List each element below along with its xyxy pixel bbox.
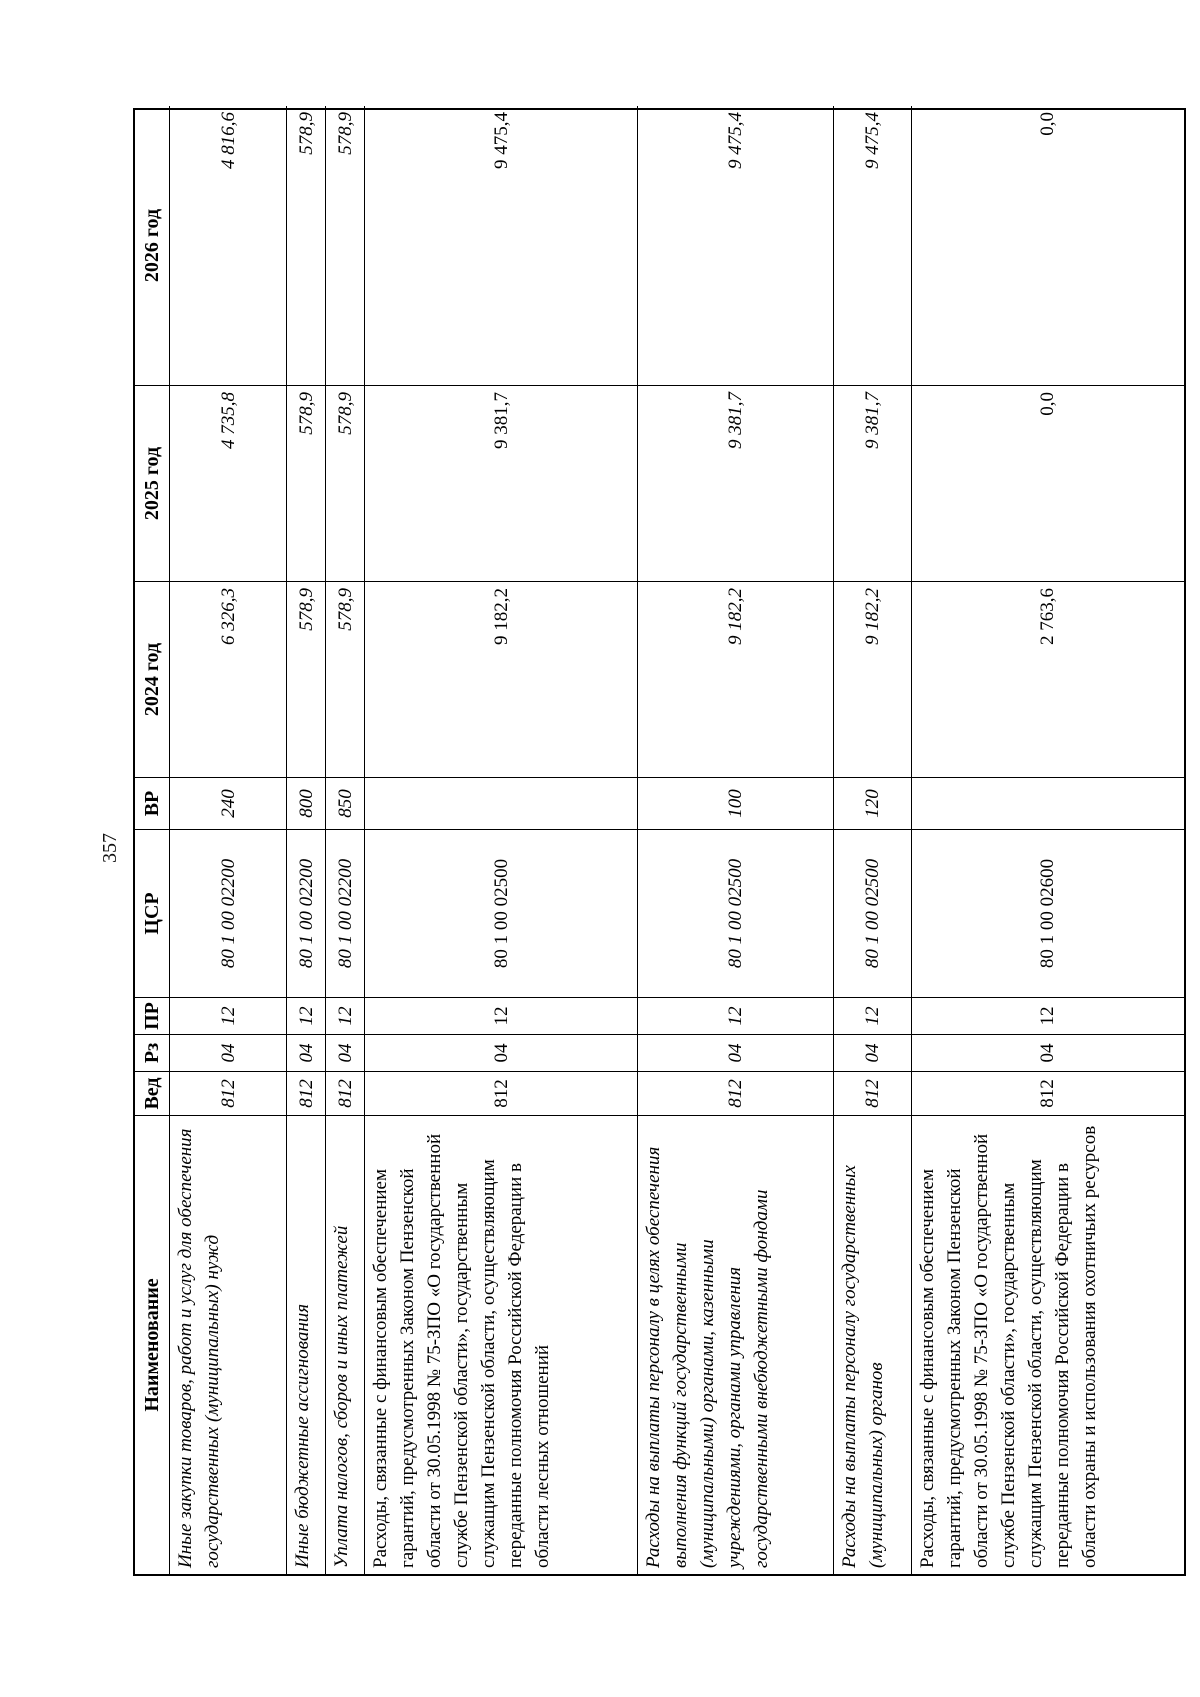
table-cell: 800 — [287, 778, 325, 830]
table-row — [364, 106, 637, 1574]
table-cell: 04 — [638, 1035, 832, 1072]
table-cell: 9 182,2 — [365, 582, 637, 778]
budget-table — [133, 108, 1186, 1576]
table-cell: 100 — [638, 778, 832, 830]
table-cell: 04 — [365, 1035, 637, 1072]
table-cell — [912, 778, 1184, 830]
table-cell: 578,9 — [287, 386, 325, 582]
column-header: 2025 год — [135, 386, 169, 582]
table-cell: 80 1 00 02200 — [326, 830, 364, 998]
table-row — [911, 106, 1184, 1574]
table-cell — [365, 778, 637, 830]
table-cell: 12 — [287, 998, 325, 1035]
table-cell: 04 — [912, 1035, 1184, 1072]
row-name-cell: Иные закупки товаров, работ и услуг для обеспечения государственных (муниципальных) нужд — [175, 1128, 223, 1568]
table-cell: 4 735,8 — [170, 386, 286, 582]
page-number: 357 — [98, 833, 121, 863]
table-cell: 80 1 00 02500 — [365, 830, 637, 998]
table-cell: 578,9 — [326, 582, 364, 778]
table-cell: 12 — [365, 998, 637, 1035]
table-cell: 9 381,7 — [365, 386, 637, 582]
row-name-cell: Расходы, связанные с финансовым обеспечением гарантий, предусмотренных Законом Пензенской области от 30.05.1998 № 75-ЗПО «О государственной службе Пензенской области», государственным служащим Пензенской области, осуществляющим переданные полномочия Российской Федерации в области лесных отношений — [370, 1133, 554, 1568]
table-cell: 80 1 00 02500 — [834, 830, 911, 998]
table-row — [286, 106, 325, 1574]
table-cell: 04 — [170, 1035, 286, 1072]
column-header: Вед — [135, 1072, 169, 1116]
row-name-cell: Расходы на выплаты персоналу государственных (муниципальных) органов — [838, 1165, 887, 1568]
table-cell: 12 — [170, 998, 286, 1035]
table-cell: 578,9 — [326, 386, 364, 582]
table-cell: 04 — [834, 1035, 911, 1072]
table-cell: 850 — [326, 778, 364, 830]
table-cell: 120 — [834, 778, 911, 830]
column-header: ВР — [135, 778, 169, 830]
column-header: ПР — [135, 998, 169, 1035]
row-name-cell: Иные бюджетные ассигнования — [292, 1303, 314, 1568]
table-cell: 812 — [365, 1072, 637, 1116]
row-name-cell: Расходы, связанные с финансовым обеспечением гарантий, предусмотренных Законом Пензенской области от 30.05.1998 № 75-ЗПО «О государственной службе Пензенской области», государственным служащим Пензенской области, осуществляющим переданные полномочия Российской Федерации в области охраны и использования охотничьих ресурсов — [916, 1125, 1100, 1568]
table-row — [325, 106, 364, 1574]
column-header: Наименование — [140, 1278, 163, 1412]
table-cell: 812 — [326, 1072, 364, 1116]
table-cell: 812 — [638, 1072, 832, 1116]
table-cell: 0,0 — [912, 386, 1184, 582]
table-cell: 0,0 — [912, 106, 1184, 386]
column-header: 2026 год — [135, 106, 169, 386]
table-cell: 12 — [834, 998, 911, 1035]
column-header: Рз — [135, 1035, 169, 1072]
table-cell: 812 — [287, 1072, 325, 1116]
table-cell: 04 — [287, 1035, 325, 1072]
table-cell: 2 763,6 — [912, 582, 1184, 778]
table-cell: 80 1 00 02500 — [638, 830, 832, 998]
table-cell: 9 475,4 — [638, 106, 832, 386]
table-cell: 9 475,4 — [834, 106, 911, 386]
table-row — [169, 106, 286, 1574]
table-cell: 80 1 00 02200 — [287, 830, 325, 998]
table-cell: 9 381,7 — [638, 386, 832, 582]
table-cell: 80 1 00 02200 — [170, 830, 286, 998]
table-header — [135, 106, 169, 1574]
table-cell: 240 — [170, 778, 286, 830]
table-cell: 12 — [326, 998, 364, 1035]
table-cell: 12 — [912, 998, 1184, 1035]
table-cell: 04 — [326, 1035, 364, 1072]
table-cell: 812 — [912, 1072, 1184, 1116]
table-cell: 9 182,2 — [834, 582, 911, 778]
table-cell: 812 — [170, 1072, 286, 1116]
table-cell: 9 381,7 — [834, 386, 911, 582]
table-cell: 12 — [638, 998, 832, 1035]
table-cell: 9 475,4 — [365, 106, 637, 386]
table-cell: 812 — [834, 1072, 911, 1116]
row-name-cell: Расходы на выплаты персоналу в целях обеспечения выполнения функций государственными (муниципальными) органами, казенными учреждениями, органами управления государственными внебюджетными фондами — [643, 1146, 773, 1568]
table-cell: 80 1 00 02600 — [912, 830, 1184, 998]
table-cell: 578,9 — [287, 106, 325, 386]
table-cell: 9 182,2 — [638, 582, 832, 778]
table-cell: 578,9 — [287, 582, 325, 778]
row-name-cell: Уплата налогов, сборов и иных платежей — [331, 1225, 353, 1568]
table-row — [833, 106, 911, 1574]
table-row — [637, 106, 832, 1574]
rotated-table-container — [133, 108, 1186, 1576]
table-cell: 6 326,3 — [170, 582, 286, 778]
column-header: 2024 год — [135, 582, 169, 778]
table-cell: 4 816,6 — [170, 106, 286, 386]
column-header: ЦСР — [135, 830, 169, 998]
table-cell: 578,9 — [326, 106, 364, 386]
